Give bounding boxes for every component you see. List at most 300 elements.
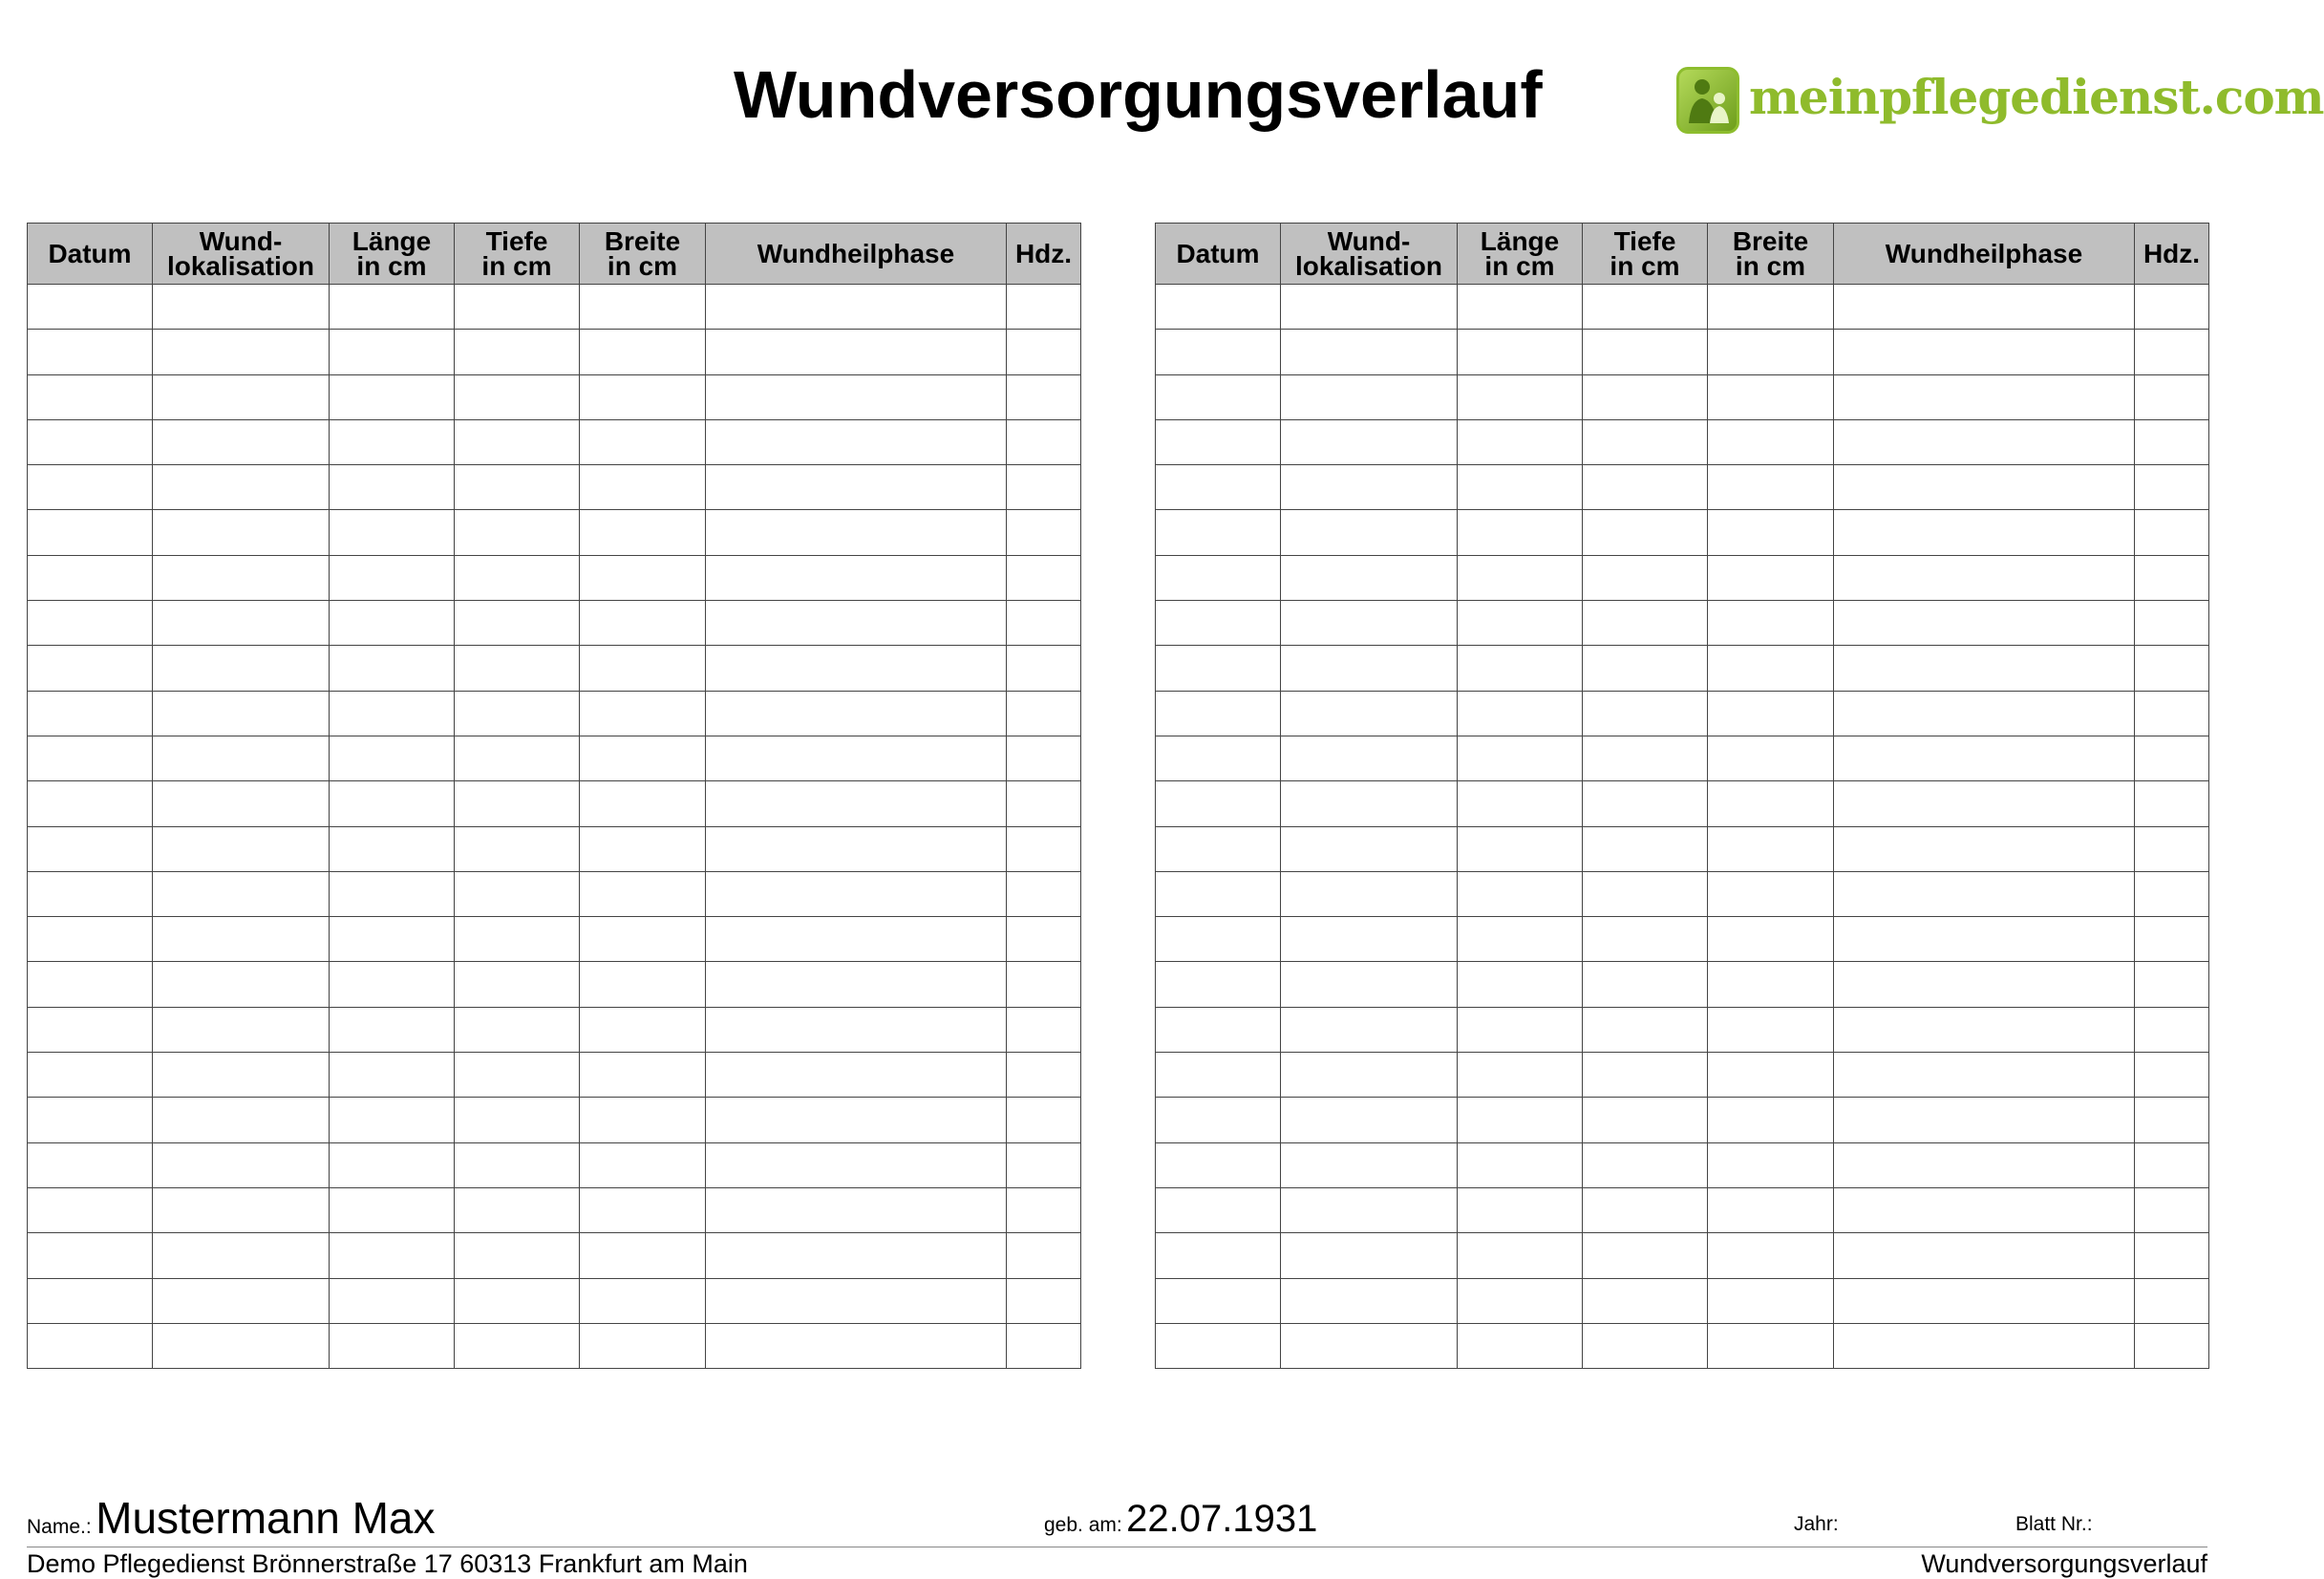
entry-cell[interactable] xyxy=(330,962,455,1007)
entry-cell[interactable] xyxy=(1007,736,1081,780)
entry-cell[interactable] xyxy=(1007,601,1081,646)
entry-cell[interactable] xyxy=(28,826,153,871)
entry-cell[interactable] xyxy=(2135,1142,2209,1187)
entry-cell[interactable] xyxy=(1007,1278,1081,1323)
entry-cell[interactable] xyxy=(455,555,580,600)
entry-cell[interactable] xyxy=(1281,1098,1458,1142)
entry-cell[interactable] xyxy=(153,691,330,736)
entry-cell[interactable] xyxy=(330,285,455,330)
entry-cell[interactable] xyxy=(1007,1007,1081,1052)
entry-cell[interactable] xyxy=(1458,374,1583,419)
entry-cell[interactable] xyxy=(2135,1278,2209,1323)
entry-cell[interactable] xyxy=(1583,1187,1708,1232)
entry-cell[interactable] xyxy=(1834,285,2135,330)
entry-cell[interactable] xyxy=(153,1323,330,1368)
entry-cell[interactable] xyxy=(1834,1233,2135,1278)
entry-cell[interactable] xyxy=(153,330,330,374)
entry-cell[interactable] xyxy=(706,1053,1007,1098)
entry-cell[interactable] xyxy=(1281,871,1458,916)
entry-cell[interactable] xyxy=(580,1098,706,1142)
entry-cell[interactable] xyxy=(455,419,580,464)
entry-cell[interactable] xyxy=(1834,1187,2135,1232)
entry-cell[interactable] xyxy=(1281,419,1458,464)
entry-cell[interactable] xyxy=(28,1233,153,1278)
entry-cell[interactable] xyxy=(580,1053,706,1098)
entry-cell[interactable] xyxy=(28,330,153,374)
entry-cell[interactable] xyxy=(1834,1278,2135,1323)
entry-cell[interactable] xyxy=(2135,691,2209,736)
entry-cell[interactable] xyxy=(455,510,580,555)
entry-cell[interactable] xyxy=(153,1142,330,1187)
entry-cell[interactable] xyxy=(1834,736,2135,780)
entry-cell[interactable] xyxy=(1007,962,1081,1007)
entry-cell[interactable] xyxy=(580,285,706,330)
entry-cell[interactable] xyxy=(28,1278,153,1323)
entry-cell[interactable] xyxy=(330,1233,455,1278)
entry-cell[interactable] xyxy=(1281,646,1458,691)
entry-cell[interactable] xyxy=(580,1323,706,1368)
entry-cell[interactable] xyxy=(330,374,455,419)
entry-cell[interactable] xyxy=(1708,1053,1834,1098)
entry-cell[interactable] xyxy=(1156,555,1281,600)
entry-cell[interactable] xyxy=(1708,691,1834,736)
entry-cell[interactable] xyxy=(28,285,153,330)
entry-cell[interactable] xyxy=(1281,1323,1458,1368)
entry-cell[interactable] xyxy=(28,1323,153,1368)
entry-cell[interactable] xyxy=(153,1007,330,1052)
entry-cell[interactable] xyxy=(1007,1323,1081,1368)
entry-cell[interactable] xyxy=(1007,465,1081,510)
entry-cell[interactable] xyxy=(153,285,330,330)
entry-cell[interactable] xyxy=(455,646,580,691)
entry-cell[interactable] xyxy=(153,1187,330,1232)
entry-cell[interactable] xyxy=(1458,1233,1583,1278)
entry-cell[interactable] xyxy=(2135,330,2209,374)
entry-cell[interactable] xyxy=(706,601,1007,646)
entry-cell[interactable] xyxy=(1458,1278,1583,1323)
entry-cell[interactable] xyxy=(1583,917,1708,962)
entry-cell[interactable] xyxy=(706,826,1007,871)
entry-cell[interactable] xyxy=(1156,1187,1281,1232)
entry-cell[interactable] xyxy=(1708,1278,1834,1323)
entry-cell[interactable] xyxy=(1458,1098,1583,1142)
entry-cell[interactable] xyxy=(1708,1007,1834,1052)
entry-cell[interactable] xyxy=(580,1007,706,1052)
entry-cell[interactable] xyxy=(706,1007,1007,1052)
entry-cell[interactable] xyxy=(330,1278,455,1323)
entry-cell[interactable] xyxy=(2135,465,2209,510)
entry-cell[interactable] xyxy=(1708,962,1834,1007)
entry-cell[interactable] xyxy=(153,465,330,510)
entry-cell[interactable] xyxy=(455,1187,580,1232)
entry-cell[interactable] xyxy=(1458,917,1583,962)
entry-cell[interactable] xyxy=(1708,871,1834,916)
entry-cell[interactable] xyxy=(1156,1142,1281,1187)
entry-cell[interactable] xyxy=(580,465,706,510)
entry-cell[interactable] xyxy=(1007,826,1081,871)
entry-cell[interactable] xyxy=(1156,691,1281,736)
entry-cell[interactable] xyxy=(1281,1053,1458,1098)
entry-cell[interactable] xyxy=(455,1142,580,1187)
entry-cell[interactable] xyxy=(1708,646,1834,691)
entry-cell[interactable] xyxy=(1583,1053,1708,1098)
entry-cell[interactable] xyxy=(2135,285,2209,330)
entry-cell[interactable] xyxy=(1458,871,1583,916)
entry-cell[interactable] xyxy=(1156,1007,1281,1052)
entry-cell[interactable] xyxy=(1708,1323,1834,1368)
entry-cell[interactable] xyxy=(706,330,1007,374)
entry-cell[interactable] xyxy=(455,1053,580,1098)
entry-cell[interactable] xyxy=(153,555,330,600)
entry-cell[interactable] xyxy=(706,465,1007,510)
entry-cell[interactable] xyxy=(1834,646,2135,691)
entry-cell[interactable] xyxy=(330,1187,455,1232)
entry-cell[interactable] xyxy=(1007,646,1081,691)
entry-cell[interactable] xyxy=(1708,917,1834,962)
entry-cell[interactable] xyxy=(455,781,580,826)
entry-cell[interactable] xyxy=(2135,781,2209,826)
entry-cell[interactable] xyxy=(2135,1187,2209,1232)
entry-cell[interactable] xyxy=(1458,1007,1583,1052)
entry-cell[interactable] xyxy=(330,510,455,555)
entry-cell[interactable] xyxy=(330,601,455,646)
entry-cell[interactable] xyxy=(153,736,330,780)
entry-cell[interactable] xyxy=(455,465,580,510)
entry-cell[interactable] xyxy=(1834,555,2135,600)
entry-cell[interactable] xyxy=(1834,1098,2135,1142)
entry-cell[interactable] xyxy=(28,871,153,916)
entry-cell[interactable] xyxy=(1458,781,1583,826)
entry-cell[interactable] xyxy=(455,374,580,419)
entry-cell[interactable] xyxy=(330,330,455,374)
entry-cell[interactable] xyxy=(2135,646,2209,691)
entry-cell[interactable] xyxy=(455,1098,580,1142)
entry-cell[interactable] xyxy=(2135,374,2209,419)
entry-cell[interactable] xyxy=(1583,691,1708,736)
entry-cell[interactable] xyxy=(28,781,153,826)
entry-cell[interactable] xyxy=(1834,871,2135,916)
entry-cell[interactable] xyxy=(1156,871,1281,916)
entry-cell[interactable] xyxy=(1458,601,1583,646)
entry-cell[interactable] xyxy=(1583,330,1708,374)
entry-cell[interactable] xyxy=(1458,736,1583,780)
entry-cell[interactable] xyxy=(1007,1187,1081,1232)
entry-cell[interactable] xyxy=(2135,736,2209,780)
entry-cell[interactable] xyxy=(1458,1187,1583,1232)
entry-cell[interactable] xyxy=(330,917,455,962)
entry-cell[interactable] xyxy=(330,1007,455,1052)
entry-cell[interactable] xyxy=(706,1278,1007,1323)
entry-cell[interactable] xyxy=(1156,1323,1281,1368)
entry-cell[interactable] xyxy=(1458,419,1583,464)
entry-cell[interactable] xyxy=(1834,601,2135,646)
entry-cell[interactable] xyxy=(580,1142,706,1187)
entry-cell[interactable] xyxy=(580,1187,706,1232)
entry-cell[interactable] xyxy=(580,419,706,464)
entry-cell[interactable] xyxy=(706,1142,1007,1187)
entry-cell[interactable] xyxy=(1156,1053,1281,1098)
entry-cell[interactable] xyxy=(1583,1323,1708,1368)
entry-cell[interactable] xyxy=(28,601,153,646)
entry-cell[interactable] xyxy=(2135,962,2209,1007)
entry-cell[interactable] xyxy=(455,917,580,962)
entry-cell[interactable] xyxy=(1583,1142,1708,1187)
entry-cell[interactable] xyxy=(1458,826,1583,871)
entry-cell[interactable] xyxy=(580,962,706,1007)
entry-cell[interactable] xyxy=(1583,419,1708,464)
entry-cell[interactable] xyxy=(1708,1098,1834,1142)
entry-cell[interactable] xyxy=(1583,601,1708,646)
entry-cell[interactable] xyxy=(1708,1187,1834,1232)
entry-cell[interactable] xyxy=(455,1233,580,1278)
entry-cell[interactable] xyxy=(580,510,706,555)
entry-cell[interactable] xyxy=(1156,962,1281,1007)
entry-cell[interactable] xyxy=(1583,465,1708,510)
entry-cell[interactable] xyxy=(1156,1098,1281,1142)
entry-cell[interactable] xyxy=(1281,1007,1458,1052)
entry-cell[interactable] xyxy=(28,646,153,691)
entry-cell[interactable] xyxy=(28,736,153,780)
entry-cell[interactable] xyxy=(330,1053,455,1098)
entry-cell[interactable] xyxy=(1708,419,1834,464)
entry-cell[interactable] xyxy=(2135,555,2209,600)
entry-cell[interactable] xyxy=(28,1098,153,1142)
entry-cell[interactable] xyxy=(1583,1098,1708,1142)
entry-cell[interactable] xyxy=(1156,419,1281,464)
entry-cell[interactable] xyxy=(1834,1053,2135,1098)
entry-cell[interactable] xyxy=(28,465,153,510)
entry-cell[interactable] xyxy=(706,1323,1007,1368)
entry-cell[interactable] xyxy=(1583,555,1708,600)
entry-cell[interactable] xyxy=(330,646,455,691)
entry-cell[interactable] xyxy=(1007,419,1081,464)
entry-cell[interactable] xyxy=(1583,826,1708,871)
entry-cell[interactable] xyxy=(1156,781,1281,826)
entry-cell[interactable] xyxy=(580,826,706,871)
entry-cell[interactable] xyxy=(706,917,1007,962)
entry-cell[interactable] xyxy=(2135,1323,2209,1368)
entry-cell[interactable] xyxy=(1458,555,1583,600)
entry-cell[interactable] xyxy=(455,330,580,374)
entry-cell[interactable] xyxy=(455,1278,580,1323)
entry-cell[interactable] xyxy=(455,962,580,1007)
entry-cell[interactable] xyxy=(706,419,1007,464)
entry-cell[interactable] xyxy=(1156,374,1281,419)
entry-cell[interactable] xyxy=(1834,1007,2135,1052)
entry-cell[interactable] xyxy=(455,871,580,916)
entry-cell[interactable] xyxy=(455,601,580,646)
entry-cell[interactable] xyxy=(330,691,455,736)
entry-cell[interactable] xyxy=(1458,1323,1583,1368)
entry-cell[interactable] xyxy=(455,1323,580,1368)
entry-cell[interactable] xyxy=(706,871,1007,916)
entry-cell[interactable] xyxy=(1458,691,1583,736)
entry-cell[interactable] xyxy=(1007,917,1081,962)
entry-cell[interactable] xyxy=(1583,1278,1708,1323)
entry-cell[interactable] xyxy=(1708,1142,1834,1187)
entry-cell[interactable] xyxy=(153,917,330,962)
entry-cell[interactable] xyxy=(153,1053,330,1098)
entry-cell[interactable] xyxy=(706,646,1007,691)
entry-cell[interactable] xyxy=(580,1278,706,1323)
entry-cell[interactable] xyxy=(1156,330,1281,374)
entry-cell[interactable] xyxy=(1708,736,1834,780)
entry-cell[interactable] xyxy=(330,871,455,916)
entry-cell[interactable] xyxy=(580,330,706,374)
entry-cell[interactable] xyxy=(153,646,330,691)
entry-cell[interactable] xyxy=(1007,691,1081,736)
entry-cell[interactable] xyxy=(153,1233,330,1278)
entry-cell[interactable] xyxy=(706,781,1007,826)
entry-cell[interactable] xyxy=(706,374,1007,419)
entry-cell[interactable] xyxy=(28,1187,153,1232)
entry-cell[interactable] xyxy=(28,374,153,419)
entry-cell[interactable] xyxy=(706,285,1007,330)
entry-cell[interactable] xyxy=(1156,826,1281,871)
entry-cell[interactable] xyxy=(1007,1098,1081,1142)
entry-cell[interactable] xyxy=(1583,962,1708,1007)
entry-cell[interactable] xyxy=(1281,962,1458,1007)
entry-cell[interactable] xyxy=(153,871,330,916)
entry-cell[interactable] xyxy=(1708,601,1834,646)
entry-cell[interactable] xyxy=(1458,465,1583,510)
entry-cell[interactable] xyxy=(580,1233,706,1278)
entry-cell[interactable] xyxy=(330,781,455,826)
entry-cell[interactable] xyxy=(1834,917,2135,962)
entry-cell[interactable] xyxy=(706,736,1007,780)
entry-cell[interactable] xyxy=(580,374,706,419)
entry-cell[interactable] xyxy=(28,962,153,1007)
entry-cell[interactable] xyxy=(1281,601,1458,646)
entry-cell[interactable] xyxy=(28,555,153,600)
entry-cell[interactable] xyxy=(1007,1142,1081,1187)
entry-cell[interactable] xyxy=(1834,826,2135,871)
entry-cell[interactable] xyxy=(1583,1007,1708,1052)
entry-cell[interactable] xyxy=(1458,962,1583,1007)
entry-cell[interactable] xyxy=(28,1053,153,1098)
entry-cell[interactable] xyxy=(1708,285,1834,330)
entry-cell[interactable] xyxy=(1156,510,1281,555)
entry-cell[interactable] xyxy=(1458,510,1583,555)
entry-cell[interactable] xyxy=(153,601,330,646)
entry-cell[interactable] xyxy=(153,510,330,555)
entry-cell[interactable] xyxy=(330,1098,455,1142)
entry-cell[interactable] xyxy=(580,601,706,646)
entry-cell[interactable] xyxy=(2135,1233,2209,1278)
entry-cell[interactable] xyxy=(1281,781,1458,826)
entry-cell[interactable] xyxy=(1583,781,1708,826)
entry-cell[interactable] xyxy=(1583,285,1708,330)
entry-cell[interactable] xyxy=(706,1187,1007,1232)
entry-cell[interactable] xyxy=(455,826,580,871)
entry-cell[interactable] xyxy=(580,917,706,962)
entry-cell[interactable] xyxy=(28,1007,153,1052)
entry-cell[interactable] xyxy=(1708,826,1834,871)
entry-cell[interactable] xyxy=(28,510,153,555)
entry-cell[interactable] xyxy=(1834,465,2135,510)
entry-cell[interactable] xyxy=(580,646,706,691)
entry-cell[interactable] xyxy=(1458,330,1583,374)
entry-cell[interactable] xyxy=(28,691,153,736)
entry-cell[interactable] xyxy=(1281,1142,1458,1187)
entry-cell[interactable] xyxy=(1708,374,1834,419)
entry-cell[interactable] xyxy=(330,1142,455,1187)
entry-cell[interactable] xyxy=(330,826,455,871)
entry-cell[interactable] xyxy=(1007,1053,1081,1098)
entry-cell[interactable] xyxy=(1708,1233,1834,1278)
entry-cell[interactable] xyxy=(455,1007,580,1052)
entry-cell[interactable] xyxy=(153,374,330,419)
entry-cell[interactable] xyxy=(153,1278,330,1323)
entry-cell[interactable] xyxy=(580,781,706,826)
entry-cell[interactable] xyxy=(1281,374,1458,419)
entry-cell[interactable] xyxy=(706,1098,1007,1142)
entry-cell[interactable] xyxy=(1281,1233,1458,1278)
entry-cell[interactable] xyxy=(330,1323,455,1368)
entry-cell[interactable] xyxy=(706,555,1007,600)
entry-cell[interactable] xyxy=(1834,1142,2135,1187)
entry-cell[interactable] xyxy=(1281,555,1458,600)
entry-cell[interactable] xyxy=(580,555,706,600)
entry-cell[interactable] xyxy=(2135,1007,2209,1052)
entry-cell[interactable] xyxy=(1156,285,1281,330)
entry-cell[interactable] xyxy=(28,1142,153,1187)
entry-cell[interactable] xyxy=(330,736,455,780)
entry-cell[interactable] xyxy=(1007,330,1081,374)
entry-cell[interactable] xyxy=(1156,601,1281,646)
entry-cell[interactable] xyxy=(1007,781,1081,826)
entry-cell[interactable] xyxy=(1156,1233,1281,1278)
entry-cell[interactable] xyxy=(455,736,580,780)
entry-cell[interactable] xyxy=(28,419,153,464)
entry-cell[interactable] xyxy=(1834,962,2135,1007)
entry-cell[interactable] xyxy=(1834,691,2135,736)
entry-cell[interactable] xyxy=(706,691,1007,736)
entry-cell[interactable] xyxy=(1583,871,1708,916)
entry-cell[interactable] xyxy=(1834,419,2135,464)
entry-cell[interactable] xyxy=(1007,871,1081,916)
entry-cell[interactable] xyxy=(1281,691,1458,736)
entry-cell[interactable] xyxy=(1834,1323,2135,1368)
entry-cell[interactable] xyxy=(1007,555,1081,600)
entry-cell[interactable] xyxy=(153,962,330,1007)
entry-cell[interactable] xyxy=(1708,510,1834,555)
entry-cell[interactable] xyxy=(706,1233,1007,1278)
entry-cell[interactable] xyxy=(580,871,706,916)
entry-cell[interactable] xyxy=(1834,374,2135,419)
entry-cell[interactable] xyxy=(1156,917,1281,962)
entry-cell[interactable] xyxy=(330,419,455,464)
entry-cell[interactable] xyxy=(1281,465,1458,510)
entry-cell[interactable] xyxy=(1458,285,1583,330)
entry-cell[interactable] xyxy=(1708,330,1834,374)
entry-cell[interactable] xyxy=(1281,736,1458,780)
entry-cell[interactable] xyxy=(1834,781,2135,826)
entry-cell[interactable] xyxy=(153,1098,330,1142)
entry-cell[interactable] xyxy=(1281,826,1458,871)
entry-cell[interactable] xyxy=(580,691,706,736)
entry-cell[interactable] xyxy=(1281,1187,1458,1232)
entry-cell[interactable] xyxy=(455,285,580,330)
entry-cell[interactable] xyxy=(455,691,580,736)
entry-cell[interactable] xyxy=(330,465,455,510)
entry-cell[interactable] xyxy=(1834,510,2135,555)
entry-cell[interactable] xyxy=(153,781,330,826)
entry-cell[interactable] xyxy=(706,510,1007,555)
entry-cell[interactable] xyxy=(1156,736,1281,780)
entry-cell[interactable] xyxy=(1281,917,1458,962)
entry-cell[interactable] xyxy=(1281,285,1458,330)
